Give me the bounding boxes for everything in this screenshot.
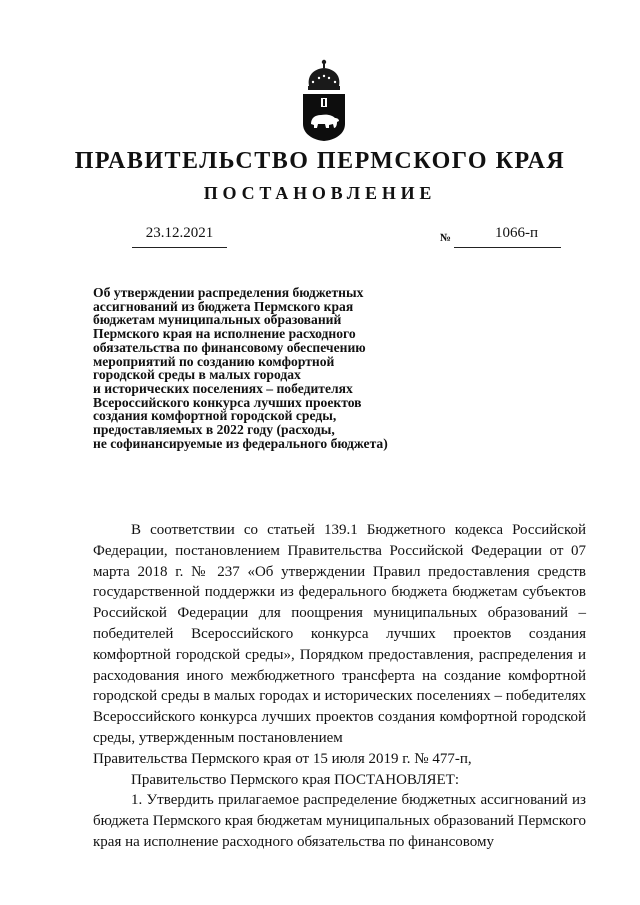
subject-line: Всероссийского конкурса лучших проектов bbox=[93, 394, 362, 410]
document-number-field bbox=[454, 223, 561, 248]
body-paragraph: 1. Утвердить прилагаемое распределение бюджетных ассигнований из бюджета Пермского края бюджетам муниципальных образований Пермского края на исполнение расходного обязательства по финансовому bbox=[93, 792, 586, 850]
body-paragraph: В соответствии со статьей 139.1 Бюджетного кодекса Российской Федерации, постановлением Правительства Российской Федерации от 07 марта 2018 г. № 237 «Об утверждении Правил предоставления средств государственной поддержки из федерального бюджета бюджетам субъектов Российской Федерации для поощрения муниципальных образований – победителей Всероссийского конкурса лучших проектов создания комфортной городской среды», Порядком предоставления, распределения и расходования иного межбюджетного трансферта на создание комфортной городской среды в малых городах и исторических поселениях – победителях Всероссийского конкурса лучших проектов создания комфортной городской среды, утвержденным постановлением bbox=[93, 522, 586, 746]
body-paragraph-continuation: Правительства Пермского края от 15 июля 2019 г. № 477-п, bbox=[93, 750, 472, 767]
body-paragraph: Правительство Пермского края ПОСТАНОВЛЯЕТ: bbox=[131, 771, 460, 788]
subject-line: Об утверждении распределения бюджетных bbox=[93, 285, 364, 300]
document-date-field bbox=[132, 223, 227, 248]
subject-line: предоставляемых в 2022 году (расходы, bbox=[93, 422, 335, 438]
subject-line: обязательства по финансовому обеспечению bbox=[93, 339, 366, 355]
subject-line: ассигнований из бюджета Пермского края bbox=[93, 298, 354, 314]
coat-of-arms-icon bbox=[299, 58, 349, 142]
subject-line: городской среды в малых городах bbox=[93, 367, 301, 383]
document-type-title: ПОСТАНОВЛЕНИЕ bbox=[203, 183, 437, 203]
subject-line: и исторических поселениях – победителях bbox=[93, 380, 353, 396]
subject-line: создания комфортной городской среды, bbox=[93, 408, 337, 424]
number-label: № bbox=[440, 232, 452, 244]
government-title: ПРАВИТЕЛЬСТВО ПЕРМСКОГО КРАЯ bbox=[74, 148, 566, 174]
document-body bbox=[93, 520, 586, 853]
subject-line: мероприятий по созданию комфортной bbox=[93, 353, 335, 369]
subject-line: бюджетам муниципальных образований bbox=[93, 312, 342, 328]
document-subject bbox=[93, 286, 453, 450]
subject-line: не софинансируемые из федерального бюджета) bbox=[93, 435, 388, 451]
document-number: 1066-п bbox=[494, 225, 539, 241]
document-date: 23.12.2021 bbox=[145, 225, 214, 241]
subject-line: Пермского края на исполнение расходного bbox=[93, 326, 356, 342]
